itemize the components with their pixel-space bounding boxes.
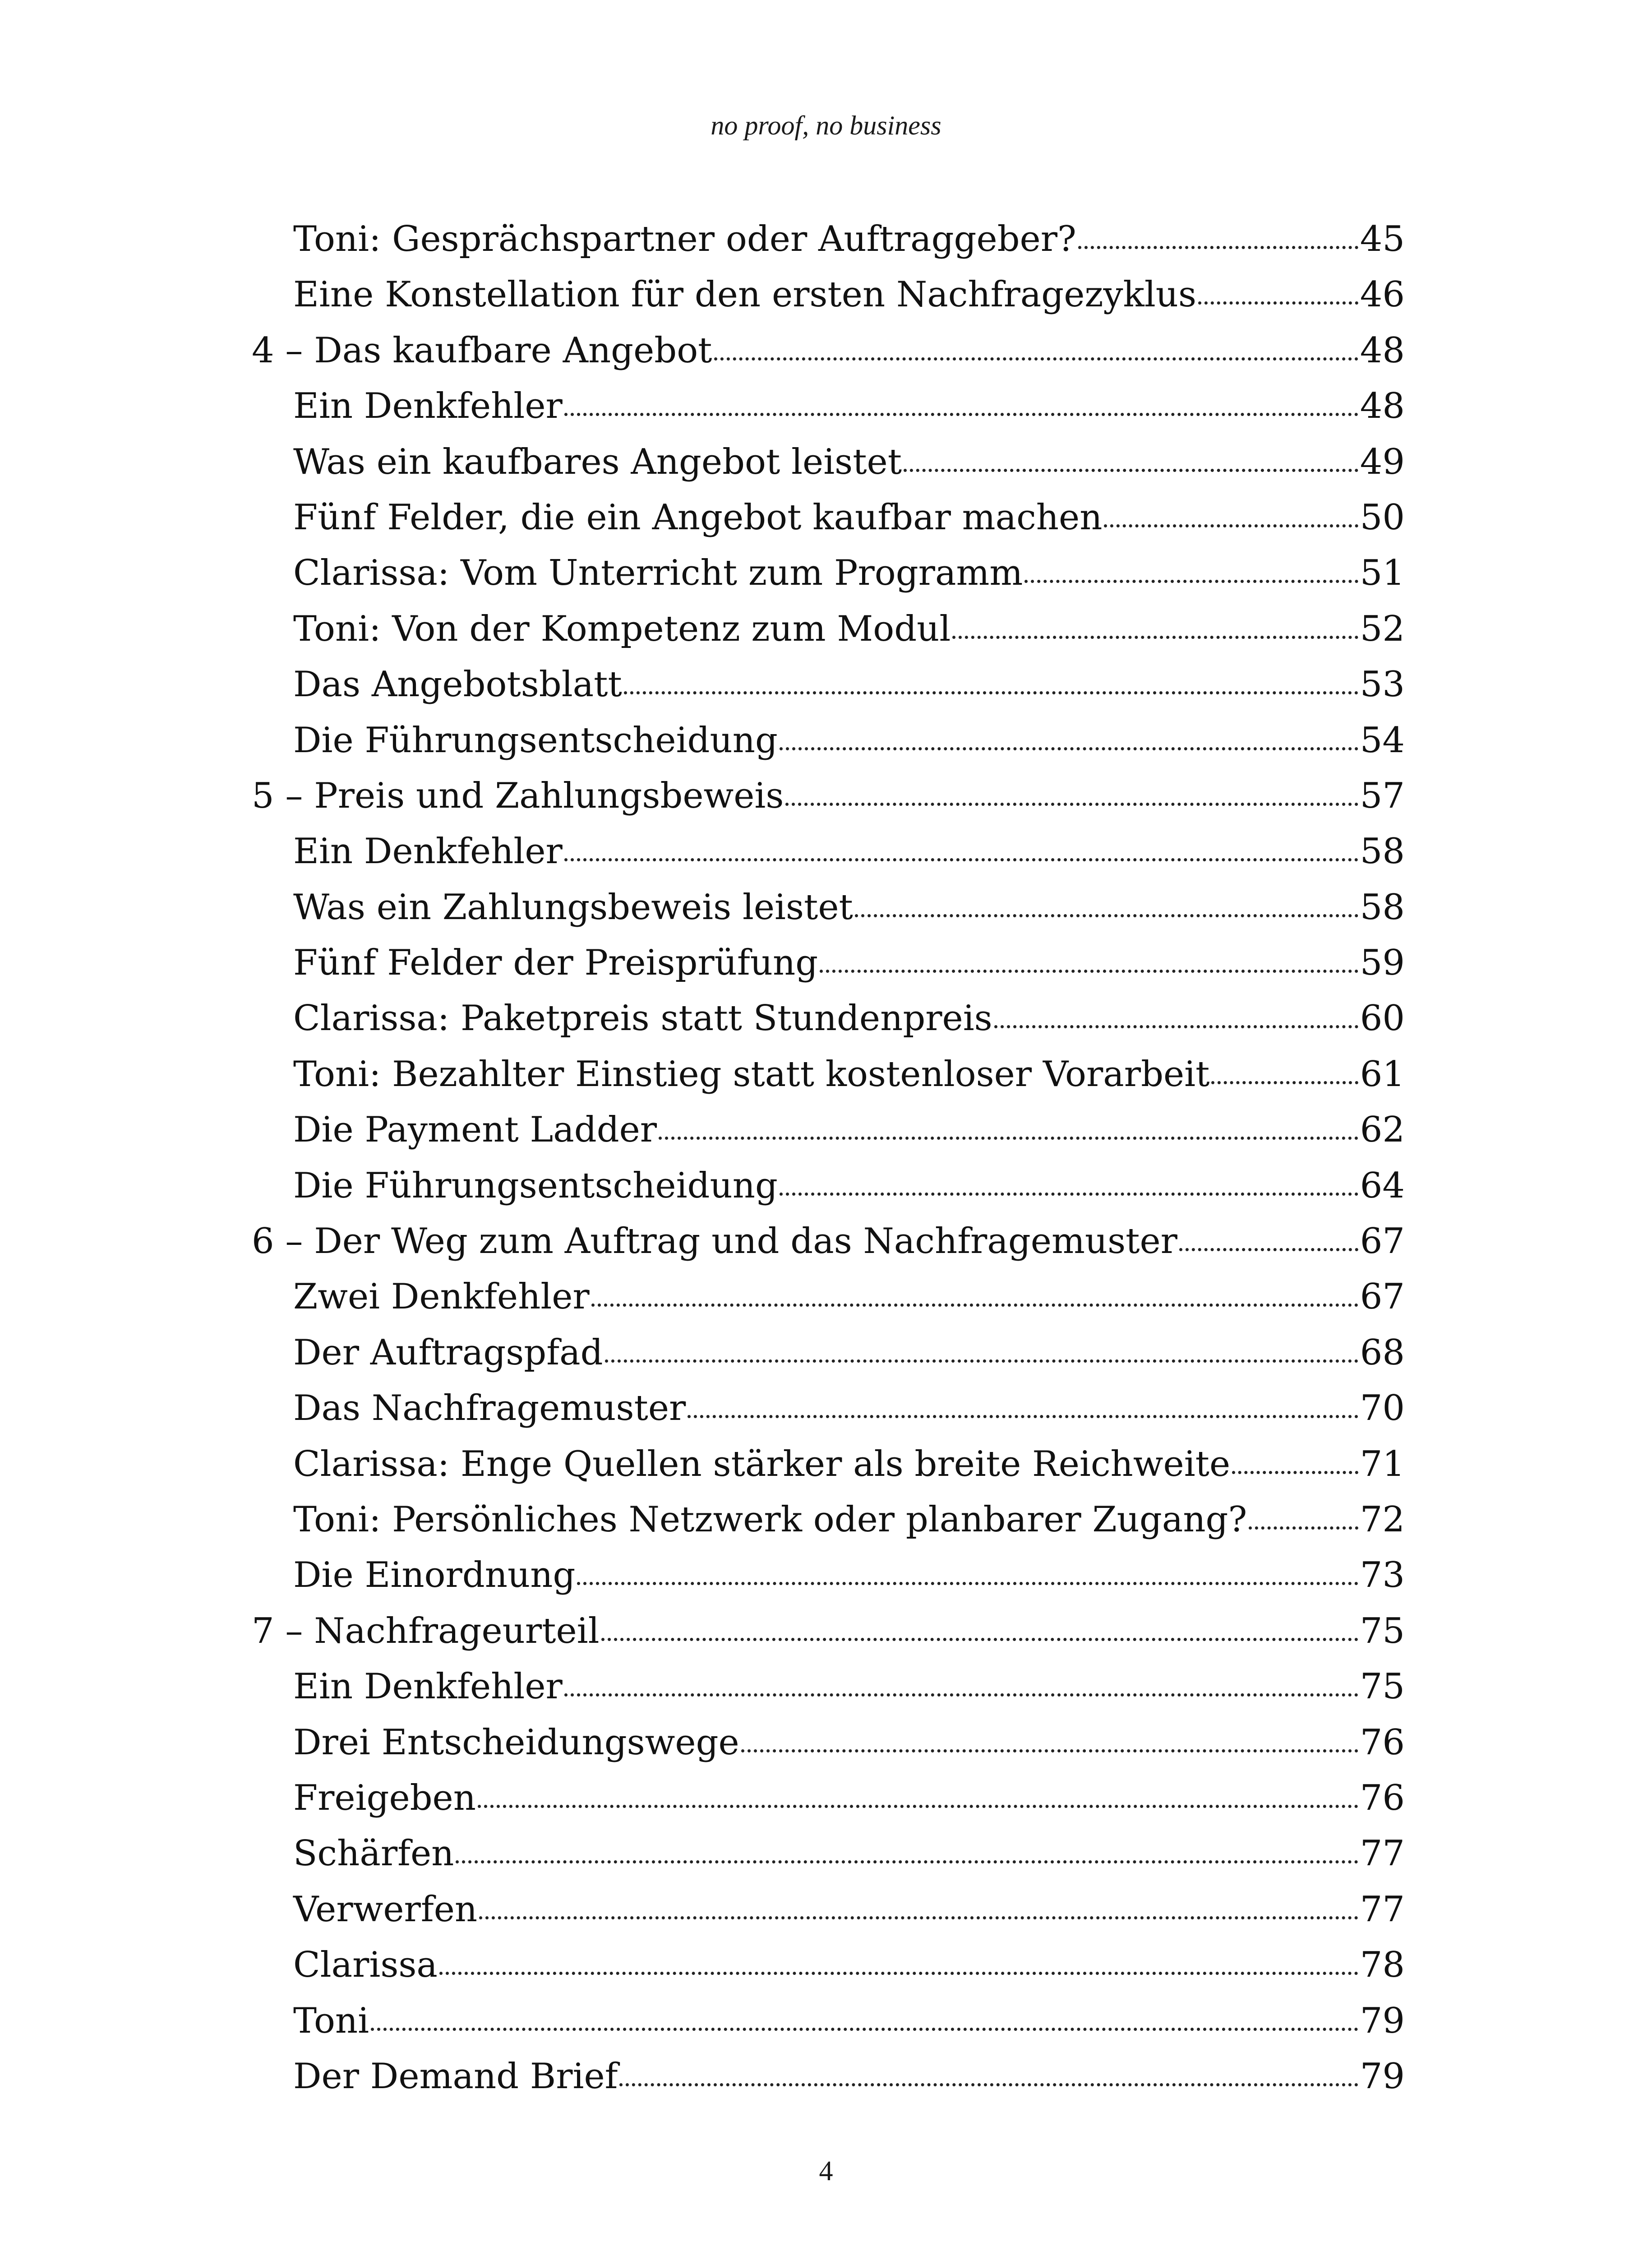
- toc-section-entry: [252, 1047, 1405, 1102]
- toc-section-entry: [252, 1882, 1405, 1937]
- toc-entry-title: Ein Denkfehler: [293, 386, 563, 427]
- toc-dot-leader: [714, 357, 1358, 361]
- toc-entry-title: Das Nachfragemuster: [293, 1388, 686, 1429]
- toc-dot-leader: [1078, 246, 1358, 249]
- toc-dot-leader: [478, 1805, 1358, 1808]
- toc-chapter-entry: [252, 1604, 1405, 1659]
- toc-entry-title: Verwerfen: [293, 1889, 478, 1930]
- toc-entry-page: 71: [1360, 1443, 1405, 1484]
- toc-entry-page: 45: [1360, 219, 1405, 259]
- toc-section-entry: [252, 212, 1405, 267]
- toc-section-entry: [252, 713, 1405, 768]
- toc-entry-page: 76: [1360, 1777, 1405, 1818]
- toc-entry-page: 78: [1360, 1945, 1405, 1986]
- toc-section-entry: [252, 2049, 1405, 2104]
- toc-chapter-entry: [252, 768, 1405, 824]
- toc-section-entry: [252, 1715, 1405, 1771]
- toc-entry-page: 60: [1360, 998, 1405, 1039]
- toc-dot-leader: [855, 914, 1358, 917]
- toc-entry-title: Was ein Zahlungsbeweis leistet: [293, 887, 853, 928]
- toc-chapter-entry: [252, 323, 1405, 379]
- toc-dot-leader: [564, 858, 1358, 861]
- toc-entry-title: Fünf Felder der Preisprüfung: [293, 943, 818, 984]
- toc-entry-page: 75: [1360, 1666, 1405, 1707]
- toc-entry-page: 49: [1360, 441, 1405, 482]
- toc-section-entry: [252, 1937, 1405, 1993]
- toc-section-entry: [252, 824, 1405, 879]
- toc-section-entry: [252, 657, 1405, 712]
- toc-section-entry: [252, 546, 1405, 601]
- toc-dot-leader: [1211, 1081, 1358, 1084]
- toc-dot-leader: [624, 691, 1358, 694]
- toc-entry-page: 53: [1360, 664, 1405, 705]
- toc-section-entry: [252, 1158, 1405, 1214]
- toc-entry-page: 57: [1360, 775, 1405, 816]
- toc-entry-title: 7 – Nachfrageurteil: [252, 1610, 600, 1651]
- toc-dot-leader: [456, 1860, 1358, 1863]
- toc-entry-page: 51: [1360, 553, 1405, 594]
- toc-dot-leader: [688, 1415, 1358, 1418]
- toc-entry-title: Ein Denkfehler: [293, 831, 563, 872]
- toc-entry-title: Die Führungsentscheidung: [293, 720, 778, 761]
- toc-entry-page: 64: [1360, 1165, 1405, 1206]
- toc-entry-title: Toni: Bezahlter Einstieg statt kostenloser Vorarbeit: [293, 1054, 1210, 1095]
- toc-dot-leader: [741, 1749, 1358, 1752]
- toc-section-entry: [252, 1492, 1405, 1548]
- toc-entry-page: 77: [1360, 1889, 1405, 1930]
- toc-section-entry: [252, 880, 1405, 935]
- toc-dot-leader: [659, 1137, 1358, 1140]
- toc-dot-leader: [439, 1972, 1358, 1975]
- toc-entry-title: Eine Konstellation für den ersten Nachfragezyklus: [293, 274, 1197, 315]
- toc-entry-page: 73: [1360, 1555, 1405, 1596]
- toc-entry-title: Der Demand Brief: [293, 2056, 618, 2097]
- toc-dot-leader: [1232, 1471, 1358, 1474]
- toc-dot-leader: [780, 747, 1358, 750]
- toc-section-entry: [252, 1437, 1405, 1492]
- toc-entry-title: Toni: [293, 2000, 369, 2041]
- toc-dot-leader: [605, 1359, 1358, 1363]
- toc-entry-page: 62: [1360, 1110, 1405, 1151]
- toc-section-entry: [252, 1771, 1405, 1826]
- toc-section-entry: [252, 1659, 1405, 1715]
- toc-entry-title: Schärfen: [293, 1833, 454, 1874]
- toc-dot-leader: [820, 970, 1358, 973]
- toc-entry-page: 58: [1360, 831, 1405, 872]
- toc-section-entry: [252, 991, 1405, 1046]
- running-header: no proof, no business: [711, 111, 941, 140]
- toc-dot-leader: [479, 1916, 1358, 1919]
- toc-entry-title: Der Auftragspfad: [293, 1332, 603, 1373]
- toc-dot-leader: [564, 413, 1358, 416]
- toc-entry-title: Die Führungsentscheidung: [293, 1165, 778, 1206]
- toc-entry-title: 5 – Preis und Zahlungsbeweis: [252, 775, 784, 816]
- toc-chapter-entry: [252, 1214, 1405, 1269]
- toc-entry-page: 61: [1360, 1054, 1405, 1095]
- toc-entry-title: Ein Denkfehler: [293, 1666, 563, 1707]
- toc-entry-title: Das Angebotsblatt: [293, 664, 622, 705]
- toc-entry-page: 75: [1360, 1610, 1405, 1651]
- toc-entry-page: 79: [1360, 2000, 1405, 2041]
- toc-dot-leader: [952, 636, 1358, 639]
- toc-dot-leader: [591, 1304, 1358, 1307]
- toc-entry-title: Fünf Felder, die ein Angebot kaufbar machen: [293, 497, 1103, 538]
- toc-section-entry: [252, 1269, 1405, 1325]
- toc-entry-page: 52: [1360, 608, 1405, 649]
- toc-section-entry: [252, 1826, 1405, 1882]
- toc-dot-leader: [601, 1638, 1358, 1641]
- toc-entry-page: 72: [1360, 1499, 1405, 1540]
- toc-dot-leader: [785, 803, 1358, 806]
- toc-dot-leader: [371, 2028, 1358, 2031]
- toc-entry-title: Clarissa: [293, 1945, 438, 1986]
- toc-dot-leader: [619, 2083, 1358, 2086]
- toc-section-entry: [252, 935, 1405, 991]
- toc-entry-page: 50: [1360, 497, 1405, 538]
- toc-entry-title: Die Payment Ladder: [293, 1110, 657, 1151]
- toc-dot-leader: [1104, 524, 1358, 527]
- toc-section-entry: [252, 267, 1405, 323]
- toc-entry-title: Clarissa: Vom Unterricht zum Programm: [293, 553, 1023, 594]
- toc-entry-title: Toni: Persönliches Netzwerk oder planbarer Zugang?: [293, 1499, 1247, 1540]
- page-number: 4: [819, 2156, 833, 2187]
- toc-entry-page: 76: [1360, 1722, 1405, 1763]
- toc-section-entry: [252, 1325, 1405, 1381]
- toc-dot-leader: [564, 1693, 1358, 1697]
- toc-entry-title: Zwei Denkfehler: [293, 1276, 590, 1318]
- toc-entry-title: Freigeben: [293, 1777, 476, 1818]
- toc-entry-page: 54: [1360, 720, 1405, 761]
- toc-section-entry: [252, 379, 1405, 434]
- toc-section-entry: [252, 1102, 1405, 1158]
- toc-dot-leader: [1179, 1248, 1358, 1251]
- toc-entry-title: Drei Entscheidungswege: [293, 1722, 739, 1763]
- toc-entry-page: 67: [1360, 1276, 1405, 1318]
- toc-dot-leader: [1024, 580, 1358, 583]
- toc-entry-title: Toni: Gesprächspartner oder Auftraggeber?: [293, 219, 1076, 259]
- toc-dot-leader: [1198, 301, 1358, 305]
- toc-dot-leader: [780, 1193, 1358, 1196]
- toc-entry-page: 48: [1360, 386, 1405, 427]
- toc-dot-leader: [994, 1025, 1358, 1028]
- toc-dot-leader: [1249, 1526, 1358, 1530]
- toc-entry-page: 67: [1360, 1221, 1405, 1262]
- toc-section-entry: [252, 435, 1405, 490]
- toc-section-entry: [252, 1548, 1405, 1603]
- toc-entry-title: 6 – Der Weg zum Auftrag und das Nachfragemuster: [252, 1221, 1177, 1262]
- toc-entry-title: Clarissa: Enge Quellen stärker als breite Reichweite: [293, 1443, 1231, 1484]
- toc-entry-page: 68: [1360, 1332, 1405, 1373]
- toc-dot-leader: [577, 1582, 1358, 1585]
- toc-entry-title: Clarissa: Paketpreis statt Stundenpreis: [293, 998, 992, 1039]
- toc-entry-title: Was ein kaufbares Angebot leistet: [293, 441, 902, 482]
- toc-entry-title: 4 – Das kaufbare Angebot: [252, 330, 712, 371]
- toc-entry-page: 77: [1360, 1833, 1405, 1874]
- toc-section-entry: [252, 1381, 1405, 1436]
- toc-entry-title: Die Einordnung: [293, 1555, 576, 1596]
- toc-entry-title: Toni: Von der Kompetenz zum Modul: [293, 608, 951, 649]
- toc-entry-page: 70: [1360, 1388, 1405, 1429]
- toc-entry-page: 79: [1360, 2056, 1405, 2097]
- toc-dot-leader: [904, 469, 1358, 472]
- toc-entry-page: 48: [1360, 330, 1405, 371]
- table-of-contents: [252, 212, 1405, 2104]
- toc-entry-page: 59: [1360, 943, 1405, 984]
- toc-section-entry: [252, 601, 1405, 657]
- toc-entry-page: 58: [1360, 887, 1405, 928]
- toc-section-entry: [252, 490, 1405, 546]
- toc-section-entry: [252, 1993, 1405, 2049]
- toc-entry-page: 46: [1360, 274, 1405, 315]
